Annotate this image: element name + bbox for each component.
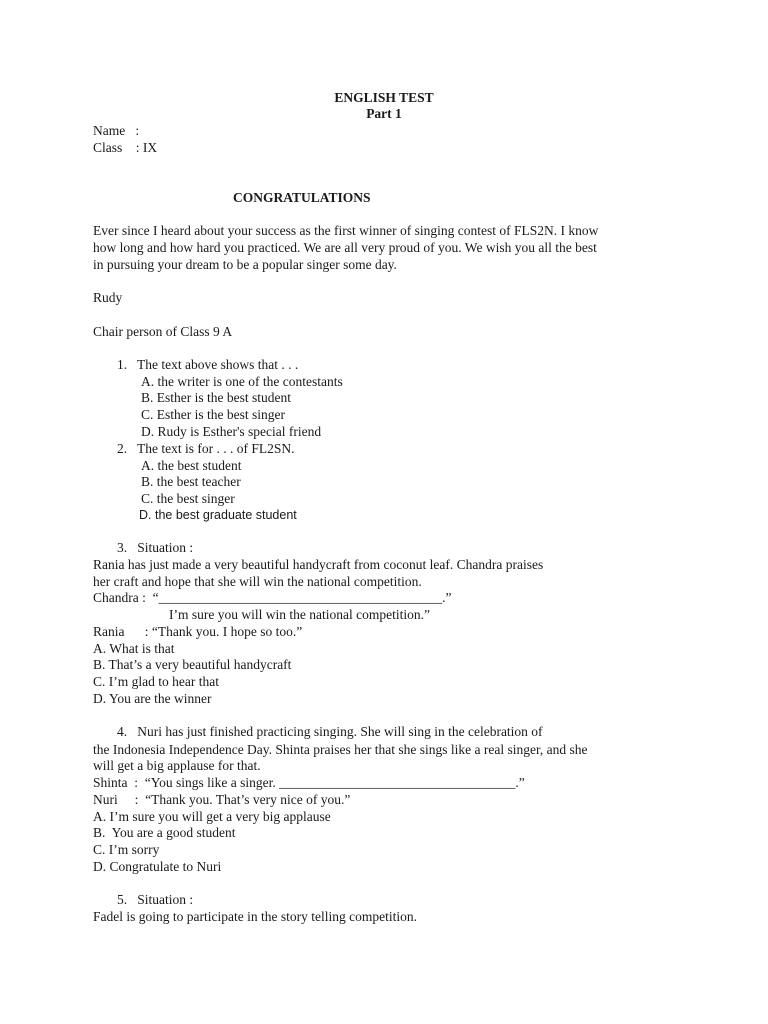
option-2a: A. the best student (141, 458, 242, 473)
question-4: 4. Nuri has just finished practicing singing. She will sing in the celebration of (117, 724, 543, 739)
card-sender: Rudy (93, 290, 123, 305)
card-body-line: Ever since I heard about your success as the first winner of singing contest of FLS2N. I know (93, 223, 599, 238)
option-1c: C. Esther is the best singer (141, 407, 285, 422)
question-2: 2. The text is for . . . of FL2SN. (117, 441, 295, 456)
class-field-label: Class : IX (93, 140, 158, 155)
option-4a: A. I’m sure you will get a very big applause (93, 809, 331, 824)
option-3c: C. I’m glad to hear that (93, 674, 219, 689)
question-3-line: her craft and hope that she will win the national competition. (93, 574, 422, 589)
question-5-line: Fadel is going to participate in the story telling competition. (93, 909, 417, 924)
option-1a: A. the writer is one of the contestants (141, 374, 343, 389)
test-part: Part 1 (366, 106, 402, 121)
card-body-line: how long and how hard you practiced. We are all very proud of you. We wish you all the best (93, 240, 597, 255)
dialogue-chandra-cont: I’m sure you will win the national competition.” (169, 607, 430, 622)
card-sender-role: Chair person of Class 9 A (93, 324, 233, 339)
question-1: 1. The text above shows that . . . (117, 357, 299, 372)
card-body-line: in pursuing your dream to be a popular singer some day. (93, 257, 397, 272)
question-3-line: Rania has just made a very beautiful handycraft from coconut leaf. Chandra praises (93, 557, 544, 572)
option-2d: D. the best graduate student (139, 508, 297, 522)
name-field-label: Name : (93, 123, 140, 138)
option-3d: D. You are the winner (93, 691, 212, 706)
question-4-line: the Indonesia Independence Day. Shinta praises her that she sings like a real singer, and she (93, 742, 588, 757)
option-2b: B. the best teacher (141, 474, 241, 489)
option-4d: D. Congratulate to Nuri (93, 859, 222, 874)
question-4-line: will get a big applause for that. (93, 758, 261, 773)
option-1d: D. Rudy is Esther's special friend (141, 424, 322, 439)
dialogue-chandra: Chandra : “__________________________________________.” (93, 590, 452, 605)
option-4b: B. You are a good student (93, 825, 236, 840)
dialogue-nuri: Nuri : “Thank you. That’s very nice of you.” (93, 792, 351, 807)
test-title: ENGLISH TEST (334, 90, 434, 105)
option-3a: A. What is that (93, 641, 175, 656)
option-1b: B. Esther is the best student (141, 390, 291, 405)
option-2c: C. the best singer (141, 491, 235, 506)
question-3: 3. Situation : (117, 540, 194, 555)
question-5: 5. Situation : (117, 892, 194, 907)
card-heading: CONGRATULATIONS (233, 190, 371, 205)
dialogue-rania: Rania : “Thank you. I hope so too.” (93, 624, 303, 639)
option-3b: B. That’s a very beautiful handycraft (93, 657, 292, 672)
option-4c: C. I’m sorry (93, 842, 160, 857)
dialogue-shinta: Shinta : “You sings like a singer. ___________________________________.” (93, 775, 525, 790)
